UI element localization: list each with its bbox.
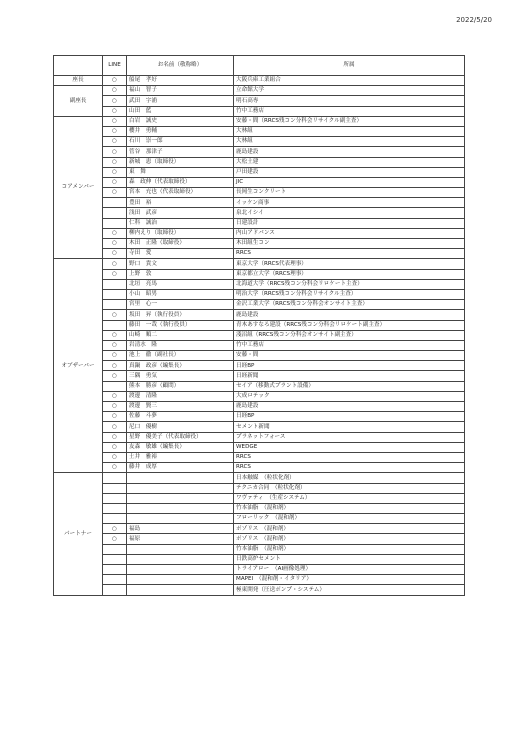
table-row <box>54 147 465 157</box>
table-row <box>54 300 465 310</box>
name-cell: 北垣 亮馬 <box>127 279 234 289</box>
line-cell: ○ <box>103 310 127 320</box>
line-cell: ○ <box>103 452 127 462</box>
name-cell <box>127 544 234 554</box>
name-cell: 野口 貴文 <box>127 259 234 269</box>
table-row <box>54 106 465 116</box>
line-cell: ○ <box>103 249 127 259</box>
name-cell: 石川 崇一郎 <box>127 137 234 147</box>
line-cell: ○ <box>103 86 127 96</box>
affiliation-cell: 大林組 <box>234 137 465 147</box>
table-row <box>54 402 465 412</box>
role-cell: 座長 <box>54 76 103 86</box>
name-cell: 上野 敦 <box>127 269 234 279</box>
line-cell: ○ <box>103 524 127 534</box>
name-cell: 櫻井 勇輔 <box>127 126 234 136</box>
line-cell: ○ <box>103 391 127 401</box>
table-row <box>54 86 465 96</box>
table-row <box>54 289 465 299</box>
affiliation-cell: 東京大学（RRCS代表理事） <box>234 259 465 269</box>
affiliation-cell: 木田組生コン <box>234 239 465 249</box>
name-cell <box>127 514 234 524</box>
affiliation-cell: セイア（移動式プラント設備） <box>234 381 465 391</box>
line-cell: ○ <box>103 330 127 340</box>
table-row <box>54 463 465 473</box>
line-cell <box>103 279 127 289</box>
line-cell: ○ <box>103 239 127 249</box>
table-row <box>54 239 465 249</box>
affiliation-cell: 大林組 <box>234 126 465 136</box>
line-cell: ○ <box>103 157 127 167</box>
name-cell: 白岩 誠史 <box>127 116 234 126</box>
affiliation-cell: 大松土建 <box>234 157 465 167</box>
table-row <box>54 391 465 401</box>
table-header-row <box>54 56 465 76</box>
affiliation-cell: フローリック （混和剤） <box>234 514 465 524</box>
line-cell: ○ <box>103 228 127 238</box>
table-row <box>54 493 465 503</box>
line-cell <box>103 320 127 330</box>
table-row <box>54 575 465 585</box>
table-row <box>54 503 465 513</box>
table-row <box>54 320 465 330</box>
line-cell <box>103 503 127 513</box>
line-cell: ○ <box>103 463 127 473</box>
name-cell: 宮本 充也（代表取締役） <box>127 188 234 198</box>
role-cell: パートナー <box>54 473 103 595</box>
affiliation-cell: 日鉄高炉セメント <box>234 554 465 564</box>
name-cell: 木田 正隆（取締役） <box>127 239 234 249</box>
table-row <box>54 177 465 187</box>
affiliation-cell: 安藤・間（RRCS残コン分科会リサイクル副主査） <box>234 116 465 126</box>
affiliation-cell: 淺沼組（RRCS残コン分科会オンサイト副主査） <box>234 330 465 340</box>
line-cell: ○ <box>103 137 127 147</box>
table-row <box>54 126 465 136</box>
name-cell: 森 政伸（代表取締役） <box>127 177 234 187</box>
table-row <box>54 249 465 259</box>
line-cell <box>103 585 127 595</box>
line-cell <box>103 575 127 585</box>
affiliation-cell: 内山アドバンス <box>234 228 465 238</box>
affiliation-cell: 泉北イシイ <box>234 208 465 218</box>
header-name: お名前（敬称略） <box>127 56 234 76</box>
header-line: LINE <box>103 56 127 76</box>
affiliation-cell: ワヴァティ （生産システム） <box>234 493 465 503</box>
affiliation-cell: 竹中工務店 <box>234 106 465 116</box>
affiliation-cell: 立命館大学 <box>234 86 465 96</box>
table-row <box>54 198 465 208</box>
affiliation-cell: 金沢工業大学（RRCS残コン分科会オンサイト主査） <box>234 300 465 310</box>
affiliation-cell: 竹本油脂 （混和剤） <box>234 544 465 554</box>
name-cell: 船尾 孝好 <box>127 76 234 86</box>
name-cell: 柳内えり（取締役） <box>127 228 234 238</box>
line-cell <box>103 554 127 564</box>
table-row <box>54 565 465 575</box>
affiliation-cell: ポゾリス （混和剤） <box>234 524 465 534</box>
affiliation-cell: 東京都立大学（RRCS理事） <box>234 269 465 279</box>
line-cell: ○ <box>103 126 127 136</box>
table-row <box>54 279 465 289</box>
table-row <box>54 422 465 432</box>
line-cell: ○ <box>103 106 127 116</box>
name-cell: 浅田 武彦 <box>127 208 234 218</box>
name-cell: 藤田 一哉（執行役員） <box>127 320 234 330</box>
name-cell: 武田 字浦 <box>127 96 234 106</box>
line-cell: ○ <box>103 371 127 381</box>
name-cell: 坂田 昇（執行役員） <box>127 310 234 320</box>
table-row <box>54 167 465 177</box>
table-row <box>54 361 465 371</box>
name-cell: 山田 藍 <box>127 106 234 116</box>
line-cell: ○ <box>103 402 127 412</box>
table-row <box>54 269 465 279</box>
table-row <box>54 76 465 86</box>
table-row <box>54 412 465 422</box>
line-cell: ○ <box>103 116 127 126</box>
table-row <box>54 534 465 544</box>
affiliation-cell: 日本触媒 （粒状化剤） <box>234 473 465 483</box>
line-cell <box>103 514 127 524</box>
name-cell <box>127 473 234 483</box>
table-row <box>54 554 465 564</box>
role-cell: オブザーバー <box>54 259 103 473</box>
line-cell: ○ <box>103 534 127 544</box>
table-row <box>54 585 465 595</box>
affiliation-cell: 明石高専 <box>234 96 465 106</box>
name-cell: 福山 智子 <box>127 86 234 96</box>
affiliation-cell: 北海道大学（RRCS残コン分科会リロケート主査） <box>234 279 465 289</box>
table-row <box>54 96 465 106</box>
table-row <box>54 483 465 493</box>
name-cell: 真鍋 政彦（編集長） <box>127 361 234 371</box>
table-row <box>54 330 465 340</box>
table-row <box>54 208 465 218</box>
affiliation-cell: 極東開発（圧送ポンプ・システム） <box>234 585 465 595</box>
line-cell: ○ <box>103 432 127 442</box>
line-cell <box>103 473 127 483</box>
table-row <box>54 452 465 462</box>
name-cell: 藤井 成厚 <box>127 463 234 473</box>
affiliation-cell: 竹本油脂 （混和剤） <box>234 503 465 513</box>
affiliation-cell: MAPEI （混和剤・イタリア） <box>234 575 465 585</box>
line-cell: ○ <box>103 147 127 157</box>
table-row <box>54 228 465 238</box>
line-cell: ○ <box>103 259 127 269</box>
line-cell: ○ <box>103 412 127 422</box>
table-row <box>54 340 465 350</box>
name-cell <box>127 575 234 585</box>
line-cell: ○ <box>103 177 127 187</box>
affiliation-cell: RRCS <box>234 463 465 473</box>
name-cell <box>127 503 234 513</box>
line-cell: ○ <box>103 167 127 177</box>
table-row <box>54 259 465 269</box>
name-cell <box>127 565 234 575</box>
affiliation-cell: 戸田建設 <box>234 167 465 177</box>
name-cell: 宮里 心一 <box>127 300 234 310</box>
affiliation-cell: イッケン商事 <box>234 198 465 208</box>
affiliation-cell: 日経BP <box>234 412 465 422</box>
line-cell: ○ <box>103 269 127 279</box>
line-cell <box>103 544 127 554</box>
table-row <box>54 310 465 320</box>
name-cell: 星野 優美子（代表取締役） <box>127 432 234 442</box>
affiliation-cell: 竹中工務店 <box>234 340 465 350</box>
header-affiliation: 所属 <box>234 56 465 76</box>
affiliation-cell: RRCS <box>234 452 465 462</box>
table-row <box>54 524 465 534</box>
affiliation-cell: セメント新聞 <box>234 422 465 432</box>
name-cell: 佐藤 斗夢 <box>127 412 234 422</box>
name-cell: 熊本 勝彦（顧問） <box>127 381 234 391</box>
affiliation-cell: 明治大学（RRCS残コン分科会リサイクル主査） <box>234 289 465 299</box>
line-cell <box>103 483 127 493</box>
affiliation-cell: 日経新聞 <box>234 371 465 381</box>
line-cell: ○ <box>103 361 127 371</box>
line-cell: ○ <box>103 340 127 350</box>
line-cell: ○ <box>103 96 127 106</box>
document-date: 2022/5/20 <box>456 16 492 24</box>
table-body <box>54 76 465 596</box>
line-cell <box>103 198 127 208</box>
name-cell <box>127 554 234 564</box>
table-row <box>54 218 465 228</box>
name-cell: 福原 <box>127 534 234 544</box>
affiliation-cell: 長岡生コンクリート <box>234 188 465 198</box>
name-cell: 豊田 裕 <box>127 198 234 208</box>
line-cell: ○ <box>103 76 127 86</box>
role-cell: コアメンバー <box>54 116 103 259</box>
affiliation-cell: 大成ロテック <box>234 391 465 401</box>
line-cell <box>103 565 127 575</box>
role-cell: 副座長 <box>54 86 103 117</box>
name-cell: 山崎 順二 <box>127 330 234 340</box>
line-cell <box>103 300 127 310</box>
affiliation-cell: 安藤・間 <box>234 351 465 361</box>
affiliation-cell: WEDGE <box>234 442 465 452</box>
affiliation-cell: 青木あすなろ建設（RRCS残コン分科会リロケート副主査） <box>234 320 465 330</box>
member-table <box>53 55 465 596</box>
name-cell <box>127 493 234 503</box>
line-cell: ○ <box>103 188 127 198</box>
line-cell <box>103 493 127 503</box>
affiliation-cell: ポゾリス （混和剤） <box>234 534 465 544</box>
name-cell: 寺田 愛 <box>127 249 234 259</box>
table-row <box>54 188 465 198</box>
name-cell <box>127 483 234 493</box>
affiliation-cell: 日経BP <box>234 361 465 371</box>
name-cell: 土井 雅裕 <box>127 452 234 462</box>
affiliation-cell: トライアロー （AI画像処理） <box>234 565 465 575</box>
table-row <box>54 544 465 554</box>
name-cell: 岩清水 隆 <box>127 340 234 350</box>
table-row <box>54 371 465 381</box>
table-row <box>54 157 465 167</box>
line-cell: ○ <box>103 442 127 452</box>
table-row <box>54 514 465 524</box>
line-cell: ○ <box>103 422 127 432</box>
name-cell: 新城 恵（取締役） <box>127 157 234 167</box>
name-cell: 渡邊 清隆 <box>127 391 234 401</box>
affiliation-cell: テクニカ合同 （粒状化剤） <box>234 483 465 493</box>
header-role <box>54 56 103 76</box>
table-row <box>54 432 465 442</box>
table-row <box>54 473 465 483</box>
name-cell: 小山 昭男 <box>127 289 234 299</box>
name-cell: 三隅 勇気 <box>127 371 234 381</box>
line-cell: ○ <box>103 351 127 361</box>
table-row <box>54 442 465 452</box>
affiliation-cell: 日建設計 <box>234 218 465 228</box>
table-row <box>54 116 465 126</box>
name-cell: 友森 敏雄（編集長） <box>127 442 234 452</box>
name-cell: 仁科 誠治 <box>127 218 234 228</box>
line-cell <box>103 381 127 391</box>
name-cell: 尼口 優樹 <box>127 422 234 432</box>
affiliation-cell: 鹿島建設 <box>234 310 465 320</box>
line-cell <box>103 208 127 218</box>
table-row <box>54 381 465 391</box>
name-cell: 福島 <box>127 524 234 534</box>
affiliation-cell: 大阪兵庫工業組合 <box>234 76 465 86</box>
name-cell: 渡邊 賢三 <box>127 402 234 412</box>
line-cell <box>103 218 127 228</box>
line-cell <box>103 289 127 299</box>
affiliation-cell: 鹿島建設 <box>234 147 465 157</box>
affiliation-cell: プラネットフォース <box>234 432 465 442</box>
table-row <box>54 351 465 361</box>
name-cell: 池上 徹（副社長） <box>127 351 234 361</box>
name-cell: 東 舞 <box>127 167 234 177</box>
affiliation-cell: JIC <box>234 177 465 187</box>
table-row <box>54 137 465 147</box>
affiliation-cell: RRCS <box>234 249 465 259</box>
name-cell: 菅谷 那津子 <box>127 147 234 157</box>
affiliation-cell: 鹿島建設 <box>234 402 465 412</box>
name-cell <box>127 585 234 595</box>
